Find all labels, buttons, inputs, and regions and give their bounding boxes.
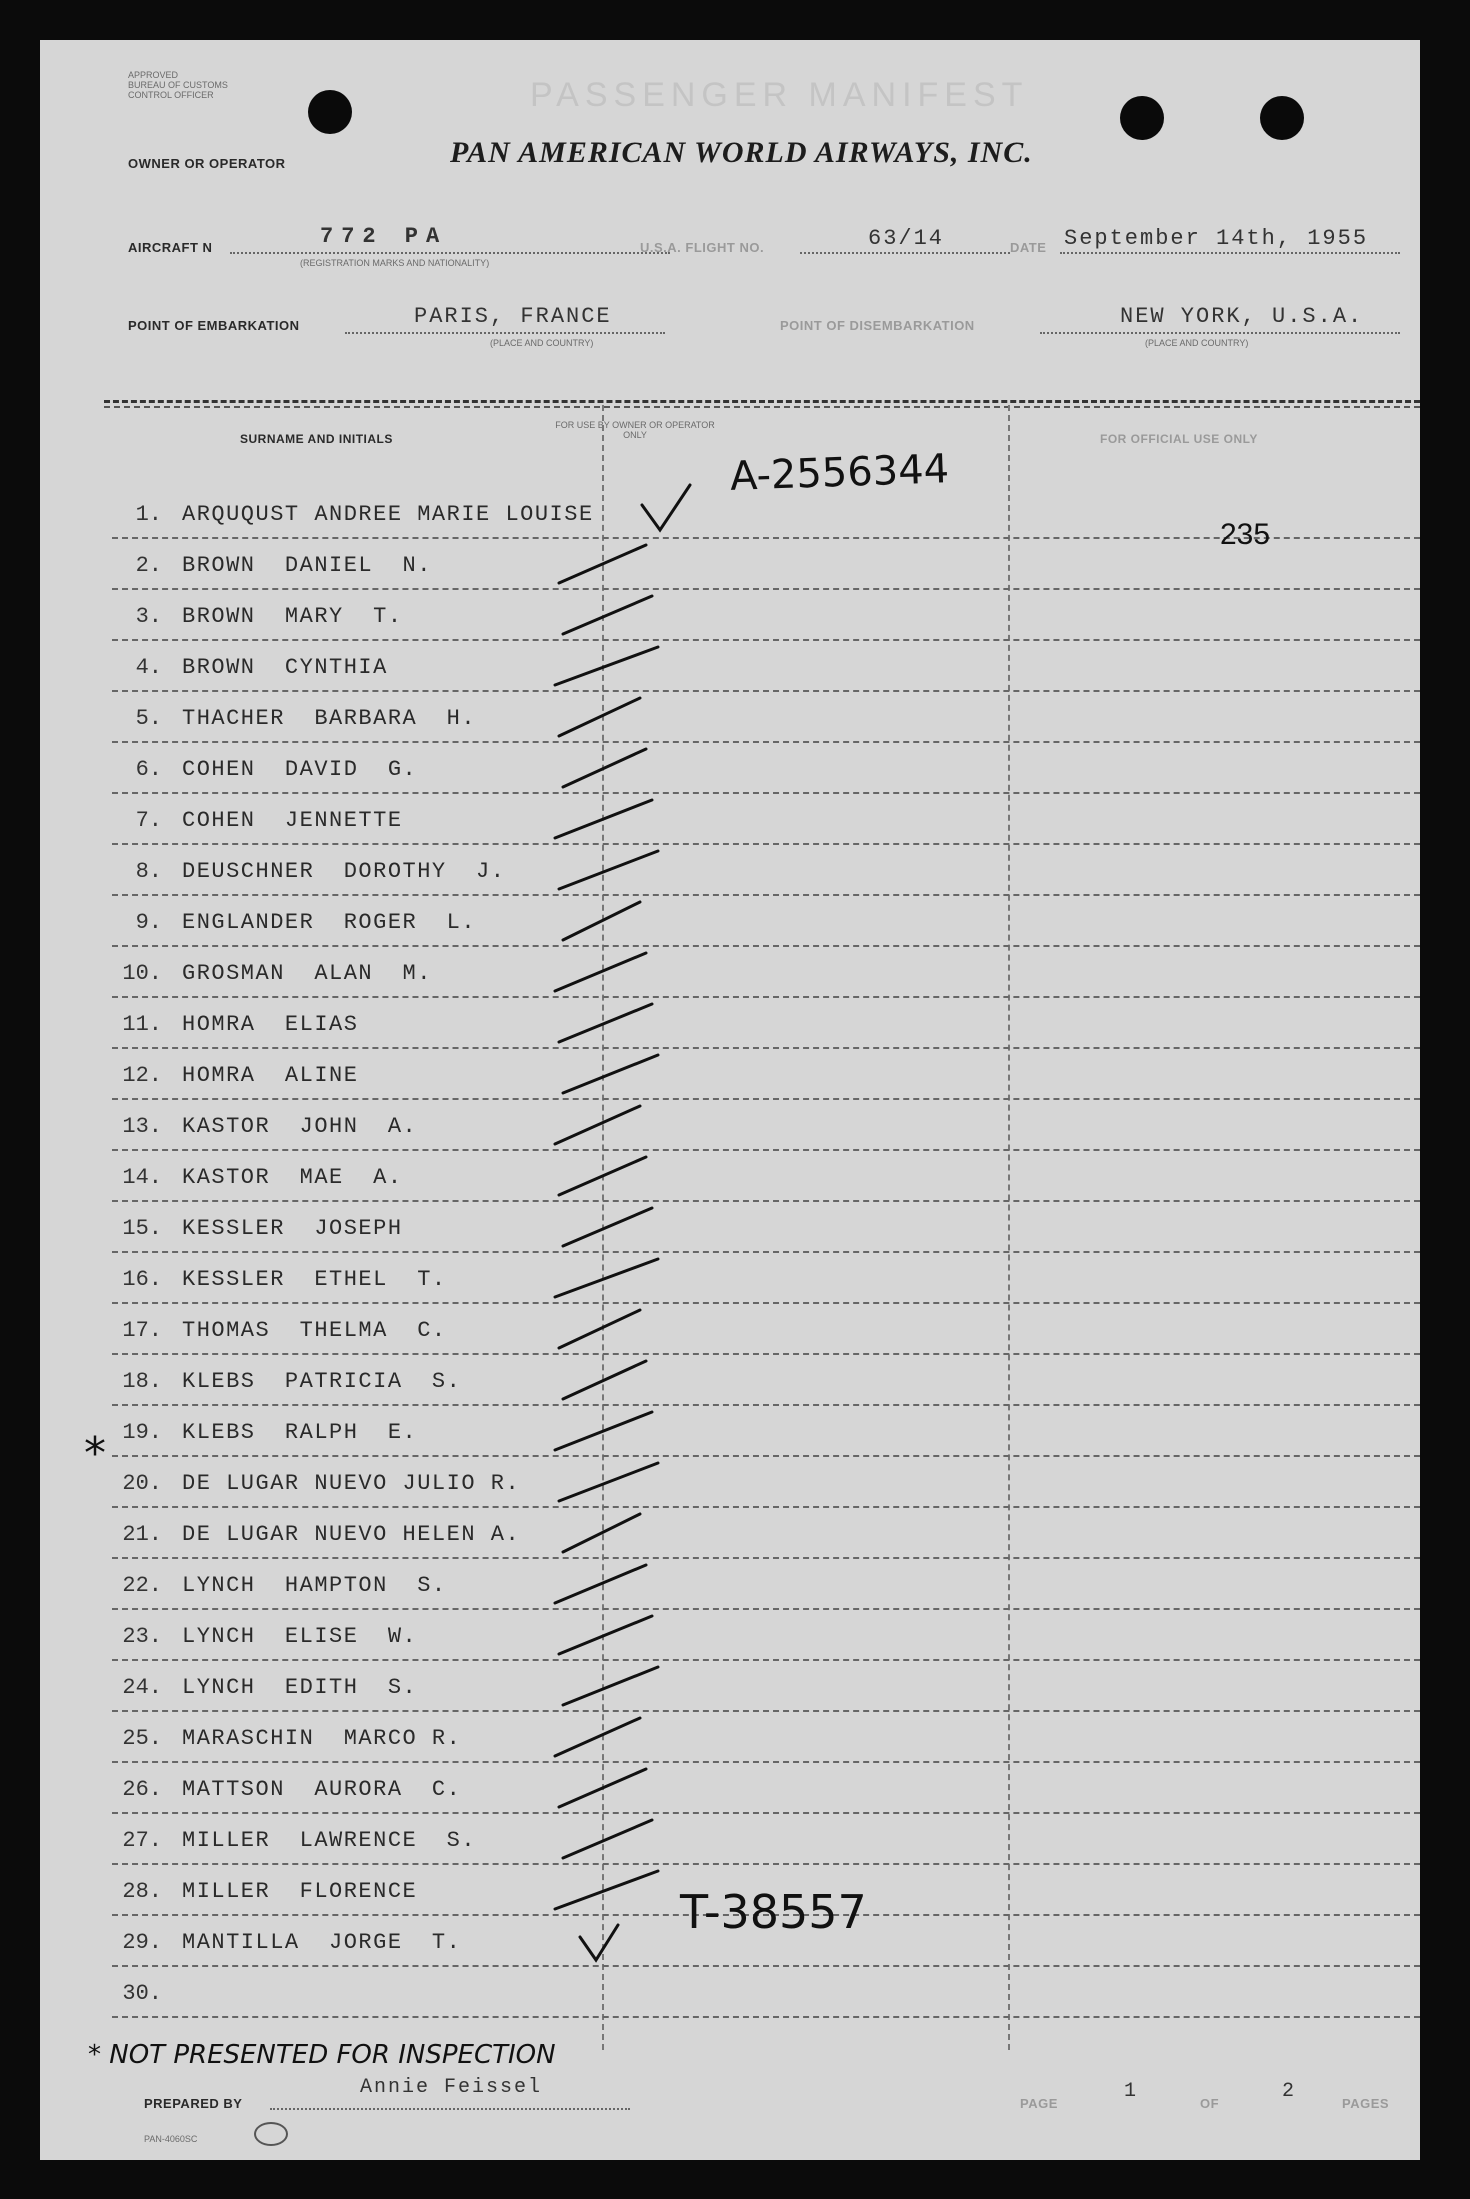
form-title: PASSENGER MANIFEST: [530, 76, 1029, 114]
tick-mark-icon: [559, 851, 658, 889]
embark-label: POINT OF EMBARKATION: [128, 318, 300, 333]
tick-mark-icon: [555, 647, 658, 685]
passenger-number: 10.: [122, 961, 162, 986]
tick-mark-icon: [559, 545, 646, 583]
prepared-by-label: PREPARED BY: [144, 2096, 243, 2111]
passenger-name: HOMRA ALINE: [182, 1063, 359, 1088]
tick-mark-icon: [559, 1616, 652, 1654]
flight-date: September 14th, 1955: [1064, 226, 1369, 251]
embark-place: PARIS, FRANCE: [414, 304, 612, 329]
column-header-owner: FOR USE BY OWNER OR OPERATOR ONLY: [555, 420, 715, 440]
passenger-name: LYNCH EDITH S.: [182, 1675, 418, 1700]
owner-label: OWNER OR OPERATOR: [128, 156, 286, 171]
check-mark-icon: [580, 1925, 618, 1960]
tick-mark-icon: [563, 902, 640, 940]
passenger-name: KESSLER ETHEL T.: [182, 1267, 447, 1292]
passenger-name: BROWN MARY T.: [182, 604, 403, 629]
approval-stamp: APPROVED BUREAU OF CUSTOMS CONTROL OFFICER: [128, 70, 228, 100]
tick-mark-icon: [563, 1361, 646, 1399]
passenger-name: MILLER LAWRENCE S.: [182, 1828, 477, 1853]
passenger-number: 15.: [122, 1216, 162, 1241]
passenger-name: KLEBS PATRICIA S.: [182, 1369, 462, 1394]
tick-mark-icon: [555, 1718, 640, 1756]
aircraft-number: 772 PA: [320, 224, 448, 249]
document-number-row-1: A-2556344: [729, 446, 950, 500]
date-label: DATE: [1010, 240, 1047, 255]
prepared-line: [270, 2108, 630, 2110]
passenger-number: 14.: [122, 1165, 162, 1190]
passenger-number: 18.: [122, 1369, 162, 1394]
passenger-name: KASTOR MAE A.: [182, 1165, 403, 1190]
tick-mark-icon: [555, 953, 646, 991]
passenger-number: 30.: [122, 1981, 162, 2006]
document-number-row-29: T-38557: [680, 1885, 867, 1939]
tick-mark-icon: [559, 1157, 646, 1195]
form-number: PAN-4060SC: [144, 2134, 198, 2144]
passenger-name: MATTSON AURORA C.: [182, 1777, 462, 1802]
passenger-name: MANTILLA JORGE T.: [182, 1930, 462, 1955]
passenger-number: 29.: [122, 1930, 162, 1955]
prepared-by-name: Annie Feissel: [360, 2076, 543, 2099]
tick-mark-icon: [559, 1004, 652, 1042]
passenger-number: 12.: [122, 1063, 162, 1088]
passenger-number: 1.: [135, 502, 162, 527]
tick-mark-icon: [559, 1310, 640, 1348]
passenger-name: ENGLANDER ROGER L.: [182, 910, 477, 935]
passenger-name: KASTOR JOHN A.: [182, 1114, 418, 1139]
column-header-name: SURNAME AND INITIALS: [240, 432, 393, 446]
passenger-number: 6.: [135, 757, 162, 782]
passenger-number: 8.: [135, 859, 162, 884]
passenger-number: 9.: [135, 910, 162, 935]
check-mark-icon: [642, 485, 690, 530]
tick-mark-icon: [563, 1514, 640, 1552]
embark-caption: (PLACE AND COUNTRY): [490, 338, 594, 348]
passenger-number: 28.: [122, 1879, 162, 1904]
column-header-official: FOR OFFICIAL USE ONLY: [1100, 432, 1258, 446]
passenger-name: DEUSCHNER DOROTHY J.: [182, 859, 506, 884]
passenger-name: COHEN DAVID G.: [182, 757, 418, 782]
passenger-number: 27.: [122, 1828, 162, 1853]
passenger-number: 22.: [122, 1573, 162, 1598]
passenger-name: LYNCH HAMPTON S.: [182, 1573, 447, 1598]
disembark-caption: (PLACE AND COUNTRY): [1145, 338, 1249, 348]
flight-label: U.S.A. FLIGHT NO.: [640, 240, 765, 255]
passenger-name: MILLER FLORENCE: [182, 1879, 418, 1904]
tick-mark-icon: [555, 1412, 652, 1450]
tick-mark-icon: [563, 1820, 652, 1858]
manifest-sheet: [40, 40, 1420, 2160]
passenger-number: 25.: [122, 1726, 162, 1751]
passenger-name: DE LUGAR NUEVO HELEN A.: [182, 1522, 521, 1547]
passenger-number: 19.: [122, 1420, 162, 1445]
airline-name: PAN AMERICAN WORLD AIRWAYS, INC.: [450, 136, 1033, 169]
passenger-name: BROWN CYNTHIA: [182, 655, 388, 680]
page-number: 1: [1124, 2080, 1139, 2103]
official-number: 235: [1220, 518, 1271, 551]
passenger-number: 17.: [122, 1318, 162, 1343]
disembark-place: NEW YORK, U.S.A.: [1120, 304, 1364, 329]
passenger-number: 13.: [122, 1114, 162, 1139]
page-total: 2: [1282, 2080, 1297, 2103]
aircraft-label: AIRCRAFT N: [128, 240, 213, 255]
passenger-number: 20.: [122, 1471, 162, 1496]
passenger-name: HOMRA ELIAS: [182, 1012, 359, 1037]
of-label: OF: [1200, 2096, 1220, 2111]
passenger-number: 11.: [122, 1012, 162, 1037]
passenger-number: 21.: [122, 1522, 162, 1547]
footnote-not-presented: * NOT PRESENTED FOR INSPECTION: [88, 2040, 556, 2070]
registration-caption: (REGISTRATION MARKS AND NATIONALITY): [300, 258, 490, 268]
tick-mark-icon: [559, 1463, 658, 1501]
asterisk-mark: *: [84, 1428, 106, 1479]
tick-mark-icon: [555, 1259, 658, 1297]
passenger-name: DE LUGAR NUEVO JULIO R.: [182, 1471, 521, 1496]
passenger-number: 2.: [135, 553, 162, 578]
tick-mark-icon: [555, 1106, 640, 1144]
passenger-name: GROSMAN ALAN M.: [182, 961, 432, 986]
passenger-name: ARQUQUST ANDREE MARIE LOUISE: [182, 502, 594, 527]
printer-seal: [254, 2122, 288, 2146]
tick-mark-icon: [563, 749, 646, 787]
tick-mark-icon: [563, 1667, 658, 1705]
passenger-name: COHEN JENNETTE: [182, 808, 403, 833]
passenger-name: THACHER BARBARA H.: [182, 706, 477, 731]
tick-mark-icon: [563, 596, 652, 634]
pages-label: PAGES: [1342, 2096, 1390, 2111]
passenger-number: 3.: [135, 604, 162, 629]
tick-mark-icon: [563, 1208, 652, 1246]
passenger-name: BROWN DANIEL N.: [182, 553, 432, 578]
tick-mark-icon: [563, 1055, 658, 1093]
passenger-name: MARASCHIN MARCO R.: [182, 1726, 462, 1751]
passenger-name: KLEBS RALPH E.: [182, 1420, 418, 1445]
tick-mark-icon: [555, 800, 652, 838]
tick-mark-icon: [555, 1565, 646, 1603]
passenger-number: 26.: [122, 1777, 162, 1802]
passenger-name: LYNCH ELISE W.: [182, 1624, 418, 1649]
passenger-name: THOMAS THELMA C.: [182, 1318, 447, 1343]
check-marks-layer: [40, 40, 1420, 2160]
tick-mark-icon: [559, 1769, 646, 1807]
passenger-number: 23.: [122, 1624, 162, 1649]
passenger-number: 24.: [122, 1675, 162, 1700]
passenger-number: 5.: [135, 706, 162, 731]
passenger-number: 7.: [135, 808, 162, 833]
disembark-label: POINT OF DISEMBARKATION: [780, 318, 975, 333]
tick-mark-icon: [559, 698, 640, 736]
passenger-name: KESSLER JOSEPH: [182, 1216, 403, 1241]
page-label: PAGE: [1020, 2096, 1058, 2111]
flight-number: 63/14: [868, 226, 945, 251]
passenger-number: 4.: [135, 655, 162, 680]
passenger-number: 16.: [122, 1267, 162, 1292]
tick-mark-icon: [555, 1871, 658, 1909]
